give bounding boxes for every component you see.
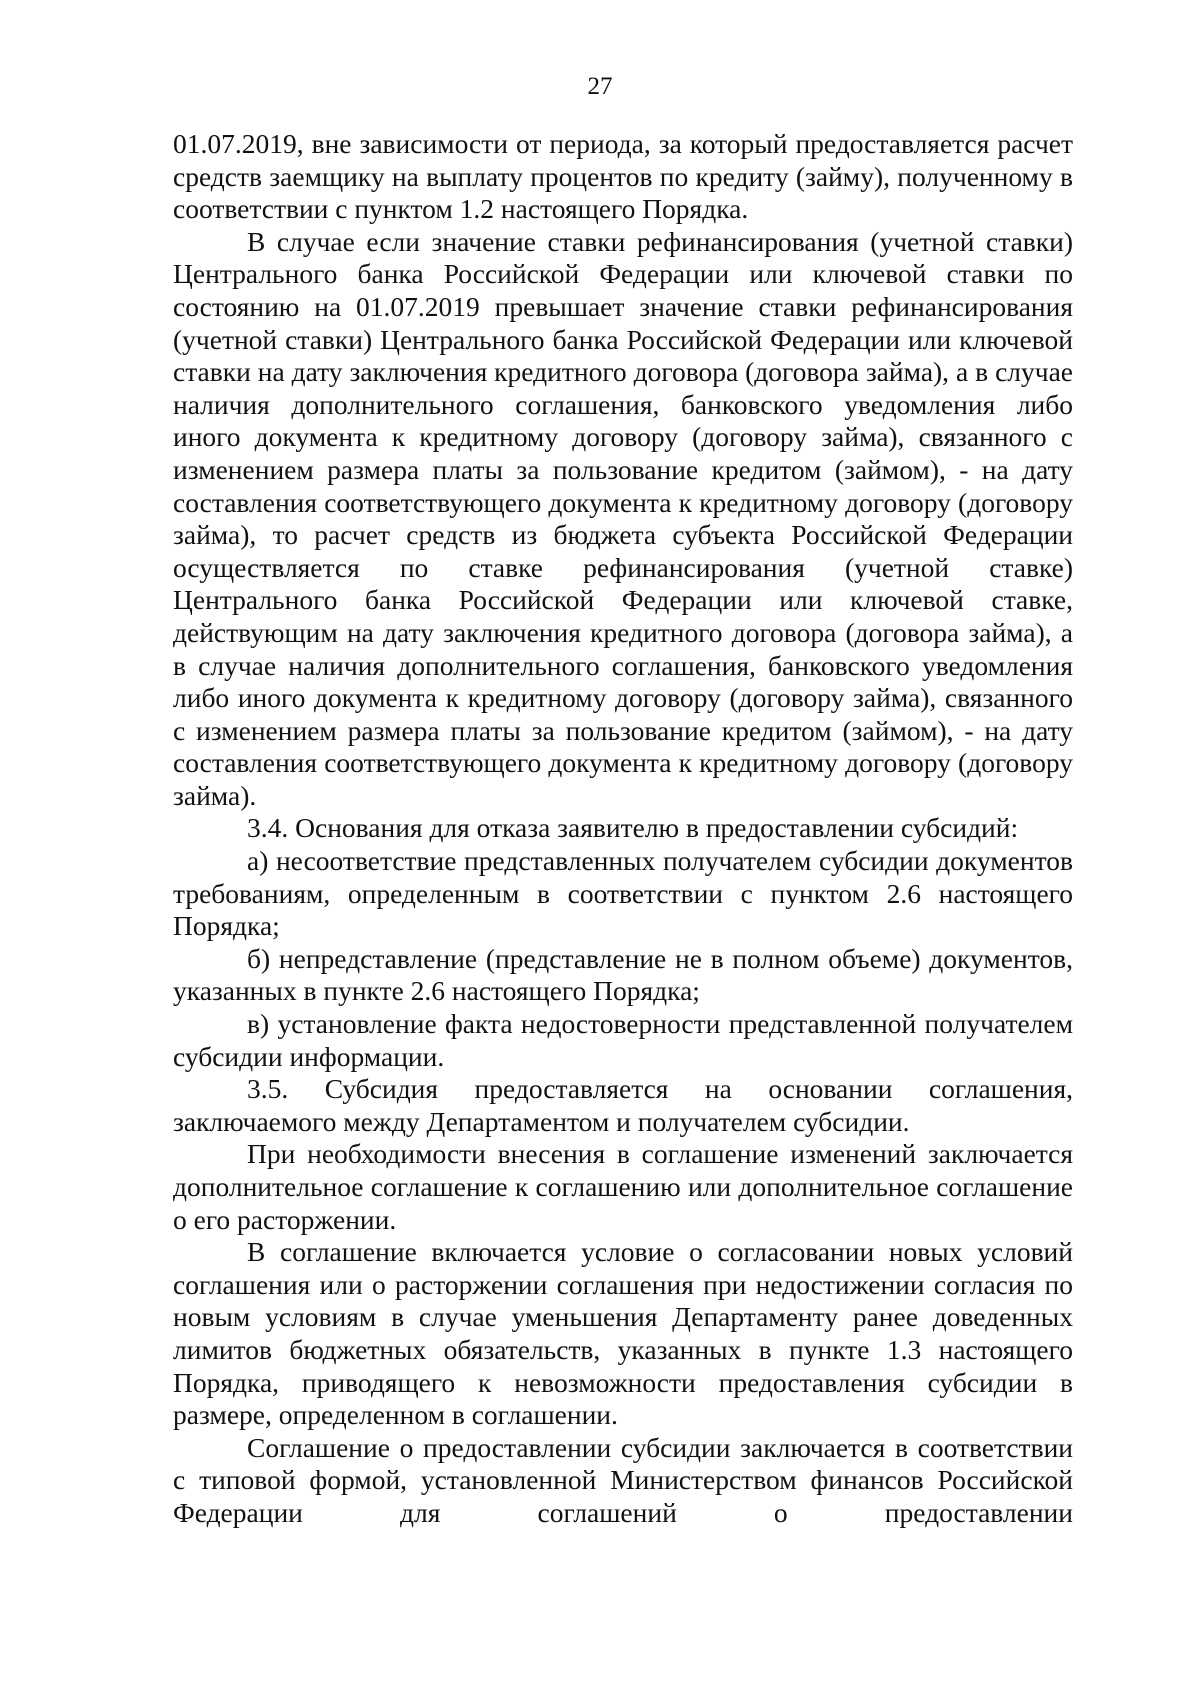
paragraph-refinancing-rate: В случае если значение ставки рефинансирования (учетной ставки) Центрального банка Российской Федерации или ключевой ставки по состоянию на 01.07.2019 превышает значение ставки рефинансирования (учетной ставки) Центрального банка Российской Федерации или ключевой ставки на дату заключения кредитного договора (договора займа), а в случае наличия дополнительного соглашения, банковского уведомления либо иного документа к кредитному договору (договору займа), связанного с изменением размера платы за пользование кредитом (займом), - на дату составления соответствующего документа к кредитному договору (договору займа), то расчет средств из бюджета субъекта Российской Федерации осуществляется по ставке рефинансирования (учетной ставке) Центрального банка Российской Федерации или ключевой ставке, действующим на дату заключения кредитного договора (договора займа), а в случае наличия дополнительного соглашения, банковского уведомления либо иного документа к кредитному договору (договору займа), связанного с изменением размера платы за пользование кредитом (займом), - на дату составления соответствующего документа к кредитному договору (договору займа). xyxy=(173,225,1073,811)
page-number: 27 xyxy=(587,73,613,100)
list-item-v: в) установление факта недостоверности представленной получателем субсидии информации. xyxy=(173,1008,1073,1072)
section-3-4-heading: 3.4. Основания для отказа заявителю в предоставлении субсидий: xyxy=(247,812,1019,844)
paragraph-amendments: При необходимости внесения в соглашение изменений заключается дополнительное соглашение к соглашению или дополнительное соглашение о его расторжении. xyxy=(173,1138,1073,1235)
list-item-b: б) непредставление (представление не в полном объеме) документов, указанных в пункте 2.6 настоящего Порядка; xyxy=(173,942,1073,1007)
document-body xyxy=(173,128,1073,1530)
paragraph-new-conditions: В соглашение включается условие о согласовании новых условий соглашения или о расторжении соглашения при недостижении согласия по новым условиям в случае уменьшения Департаменту ранее доведенных лимитов бюджетных обязательств, указанных в пункте 1.3 настоящего Порядка, приводящего к невозможности предоставления субсидии в размере, определенном в соглашении. xyxy=(173,1236,1073,1431)
paragraph-standard-form: Соглашение о предоставлении субсидии заключается в соответствии с типовой формой, установленной Министерством финансов Российской Федерации для соглашений о предоставлении xyxy=(173,1431,1073,1528)
paragraph-continuation: 01.07.2019, вне зависимости от периода, за который предоставляется расчет средств заемщику на выплату процентов по кредиту (займу), полученному в соответствии с пунктом 1.2 настоящего Порядка. xyxy=(173,128,1073,225)
list-item-a: а) несоответствие представленных получателем субсидии документов требованиям, определенным в соответствии с пунктом 2.6 настоящего Порядка; xyxy=(173,845,1073,942)
section-3-5-paragraph: 3.5. Субсидия предоставляется на основании соглашения, заключаемого между Департаментом и получателем субсидии. xyxy=(173,1073,1073,1137)
